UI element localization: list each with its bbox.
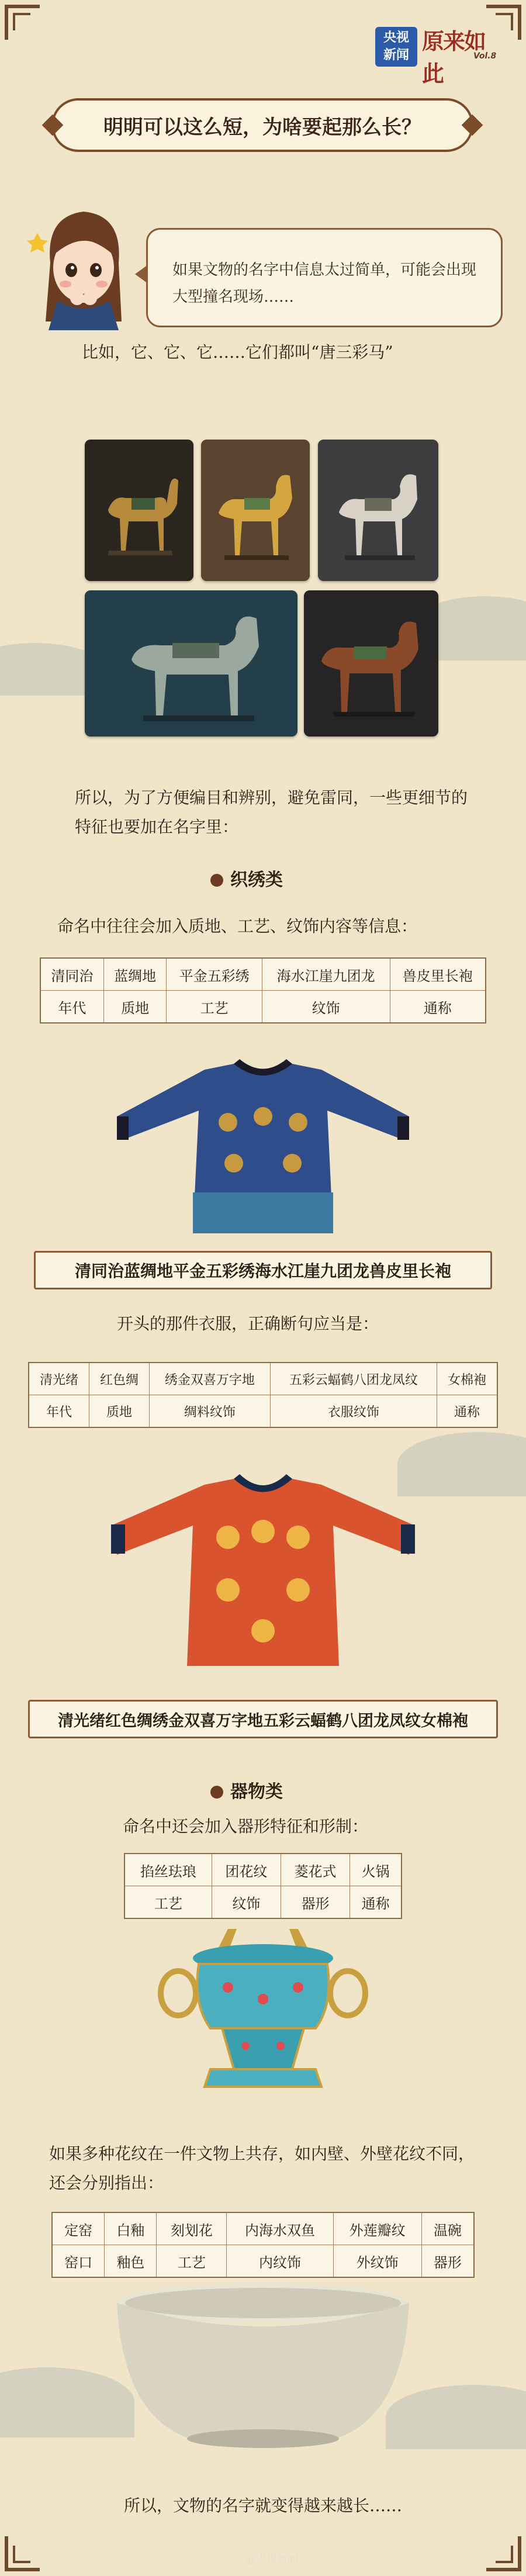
table-row-categories	[124, 1886, 402, 1919]
table-cell: 年代	[40, 991, 103, 1024]
series-logo: 原来如此 Vol.8	[422, 29, 497, 87]
corner-ornament-bottom-left	[5, 2519, 57, 2571]
table-cell: 海水江崖九团龙	[262, 958, 390, 991]
bullet-dot	[210, 874, 223, 887]
section-heading-vessels: 器物类	[210, 1777, 283, 1803]
cctv-news-logo: 央视 新闻	[375, 27, 417, 67]
table-cell: 外纹饰	[333, 2245, 421, 2278]
table-cell: 清同治	[40, 958, 103, 991]
table-cell: 绣金双喜万字地	[149, 1363, 270, 1395]
table-cell: 工艺	[157, 2245, 227, 2278]
table-cell: 外莲瓣纹	[333, 2212, 421, 2245]
table-cell: 纹饰	[212, 1886, 281, 1919]
naming-table-robe-2	[28, 1362, 498, 1428]
table-cell: 工艺	[167, 991, 262, 1024]
corner-ornament-bottom-right	[469, 2519, 521, 2571]
naming-table-robe-1	[40, 957, 486, 1024]
table-cell: 内纹饰	[227, 2245, 333, 2278]
example-line: 比如，它、它、它……它们都叫“唐三彩马”	[82, 343, 393, 362]
table-cell: 蓝绸地	[103, 958, 167, 991]
table-cell: 兽皮里长袍	[390, 958, 486, 991]
table-cell: 女棉袍	[437, 1363, 497, 1395]
table-cell: 窑口	[52, 2245, 105, 2278]
ding-bowl-image	[99, 2280, 427, 2455]
table-cell: 器形	[421, 2245, 474, 2278]
table-cell: 工艺	[124, 1886, 212, 1919]
robe-image-2	[111, 1461, 415, 1672]
page-title: 明明可以这么短，为啥要起那么长？	[51, 98, 473, 152]
table-cell: 内海水双鱼	[227, 2212, 333, 2245]
textiles-rule: 命名中往往会加入质地、工艺、纹饰内容等信息：	[57, 917, 418, 936]
table-cell: 通称	[437, 1395, 497, 1428]
table-row-terms	[124, 1854, 402, 1886]
table-cell: 衣服纹饰	[270, 1395, 437, 1428]
table-row-terms	[40, 958, 486, 991]
table-cell: 白釉	[105, 2212, 157, 2245]
naming-table-hotpot	[124, 1853, 402, 1919]
bullet-dot	[210, 1786, 223, 1799]
table-cell: 团花纹	[212, 1854, 281, 1886]
vessels-rule: 命名中还会加入器形特征和形制：	[123, 1817, 369, 1836]
table-row-terms	[29, 1363, 497, 1395]
corner-ornament-top-left	[5, 5, 57, 57]
table-cell: 质地	[89, 1395, 150, 1428]
quiz-line: 开头的那件衣服，正确断句应当是：	[117, 1314, 379, 1333]
conclusion-text: 所以，文物的名字就变得越来越长……	[123, 2496, 402, 2515]
table-cell: 釉色	[105, 2245, 157, 2278]
robe-image-1	[117, 1046, 409, 1239]
table-cell: 绸料纹饰	[149, 1395, 270, 1428]
table-row-categories	[29, 1395, 497, 1428]
table-cell: 年代	[29, 1395, 89, 1428]
table-cell: 温碗	[421, 2212, 474, 2245]
table-cell: 纹饰	[262, 991, 390, 1024]
naming-table-bowl	[51, 2212, 475, 2278]
table-cell: 清光绪	[29, 1363, 89, 1395]
table-cell: 火锅	[350, 1854, 402, 1886]
section-heading-textiles: 织绣类	[210, 865, 283, 891]
watermark: @央视新闻	[245, 2553, 298, 2565]
table-cell: 通称	[390, 991, 486, 1024]
table-row-terms	[52, 2212, 474, 2245]
table-cell: 五彩云蝠鹤八团龙凤纹	[270, 1363, 437, 1395]
robe-1-full-name: 清同治蓝绸地平金五彩绣海水江崖九团龙兽皮里长袍	[34, 1251, 492, 1289]
table-cell: 掐丝珐琅	[124, 1854, 212, 1886]
horse-photo-4	[85, 590, 297, 737]
table-cell: 定窑	[52, 2212, 105, 2245]
intro-speech-bubble: 如果文物的名字中信息太过简单，可能会出现大型撞名现场……	[146, 228, 503, 327]
avatar-cartoon-girl	[22, 205, 145, 330]
table-cell: 平金五彩绣	[167, 958, 262, 991]
robe-2-full-name: 清光绪红色绸绣金双喜万字地五彩云蝠鹤八团龙凤纹女棉袍	[28, 1700, 498, 1738]
cloisonne-hotpot-image	[146, 1929, 380, 2110]
mountain-decoration	[397, 1432, 526, 1496]
table-row-categories	[40, 991, 486, 1024]
explanation-text: 所以，为了方便编目和辨别，避免雷同，一些更细节的特征也要加在名字里：	[75, 788, 468, 836]
table-row-categories	[52, 2245, 474, 2278]
table-cell: 红色绸	[89, 1363, 150, 1395]
table-cell: 通称	[350, 1886, 402, 1919]
table-cell: 刻划花	[157, 2212, 227, 2245]
horse-photo-2	[201, 440, 310, 581]
table-cell: 菱花式	[281, 1854, 349, 1886]
table-cell: 质地	[103, 991, 167, 1024]
horse-photo-5	[304, 590, 438, 737]
table-cell: 器形	[281, 1886, 349, 1919]
multi-pattern-note: 如果多种花纹在一件文物上共存，如内壁、外壁花纹不同，还会分别指出：	[49, 2144, 475, 2193]
horse-photo-3	[318, 440, 438, 581]
horse-photo-1	[85, 440, 193, 581]
